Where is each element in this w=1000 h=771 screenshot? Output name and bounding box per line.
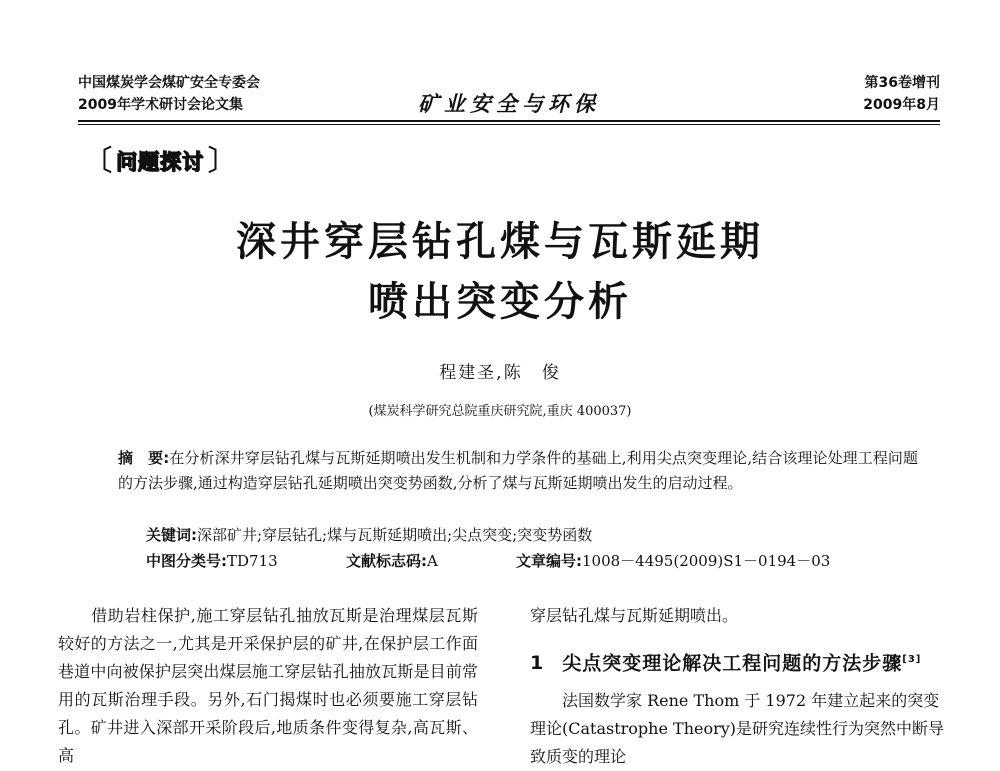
paper-title-line1: 深井穿层钻孔煤与瓦斯延期 (236, 219, 764, 265)
article-number-value: 1008－4495(2009)S1－0194－03 (582, 552, 831, 570)
document-code (346, 549, 438, 574)
keywords-text: 深部矿井;穿层钻孔;煤与瓦斯延期喷出;尖点突变;突变势函数 (197, 526, 593, 544)
proceedings-header (78, 72, 260, 116)
continuation-paragraph: 穿层钻孔煤与瓦斯延期喷出。 (530, 606, 739, 625)
doc-code-value: A (427, 552, 438, 570)
article-number-label: 文章编号: (516, 552, 582, 570)
section-tag (84, 146, 236, 176)
body-column-left (58, 602, 478, 770)
issue-info (863, 72, 940, 116)
section-paragraph: 法国数学家 Rene Thom 于 1972 年建立起来的突变理论(Catastrophe Theory)是研究连续性行为突然中断导致质变的理论 (530, 691, 945, 767)
keywords (146, 523, 592, 548)
paper-title-line2: 喷出突变分析 (368, 279, 632, 325)
journal-name: 矿业安全与环保 (418, 91, 600, 116)
abstract (118, 446, 918, 496)
abstract-label: 摘 要: (118, 449, 170, 467)
article-number (516, 549, 830, 574)
keywords-label: 关键词: (146, 526, 197, 544)
body-column-right (530, 602, 950, 771)
bracket-right-icon: 〕 (208, 144, 237, 177)
volume-label: 第36卷增刊 (864, 75, 940, 91)
bracket-left-icon: 〔 (84, 144, 113, 177)
section-citation: [3] (902, 654, 922, 665)
section-heading (530, 644, 950, 679)
header-rule-thick (78, 120, 940, 122)
proceedings-name: 中国煤炭学会煤矿安全专委会 (78, 75, 260, 91)
section-tag-label: 问题探讨 (116, 150, 205, 174)
issue-date: 2009年8月 (863, 97, 940, 113)
proceedings-year: 2009年学术研讨会论文集 (78, 97, 243, 113)
doc-code-label: 文献标志码: (346, 552, 427, 570)
abstract-text: 在分析深井穿层钻孔煤与瓦斯延期喷出发生机制和力学条件的基础上,利用尖点突变理论,结合该理论处理工程问题的方法步骤,通过构造穿层钻孔延期喷出突变势函数,分析了煤与瓦斯延期喷出发生的启动过程。 (118, 449, 918, 492)
clc-label: 中图分类号: (146, 552, 227, 570)
clc-number (146, 549, 278, 574)
section-number: 1 (530, 652, 545, 675)
body-paragraph: 借助岩柱保护,施工穿层钻孔抽放瓦斯是治理煤层瓦斯较好的方法之一,尤其是开采保护层的矿井,在保护层工作面巷道中向被保护层突出煤层施工穿层钻孔抽放瓦斯是目前常用的瓦斯治理手段。另外,石门揭煤时也必须要施工穿层钻孔。矿井进入深部开采阶段后,地质条件变得复杂,高瓦斯、高 (58, 606, 478, 765)
authors: 程建圣,陈 俊 (439, 363, 561, 383)
clc-value: TD713 (227, 552, 278, 570)
affiliation: (煤炭科学研究总院重庆研究院,重庆 400037) (368, 404, 632, 419)
header-rule-thin (78, 124, 940, 125)
section-title: 尖点突变理论解决工程问题的方法步骤 (562, 652, 903, 675)
